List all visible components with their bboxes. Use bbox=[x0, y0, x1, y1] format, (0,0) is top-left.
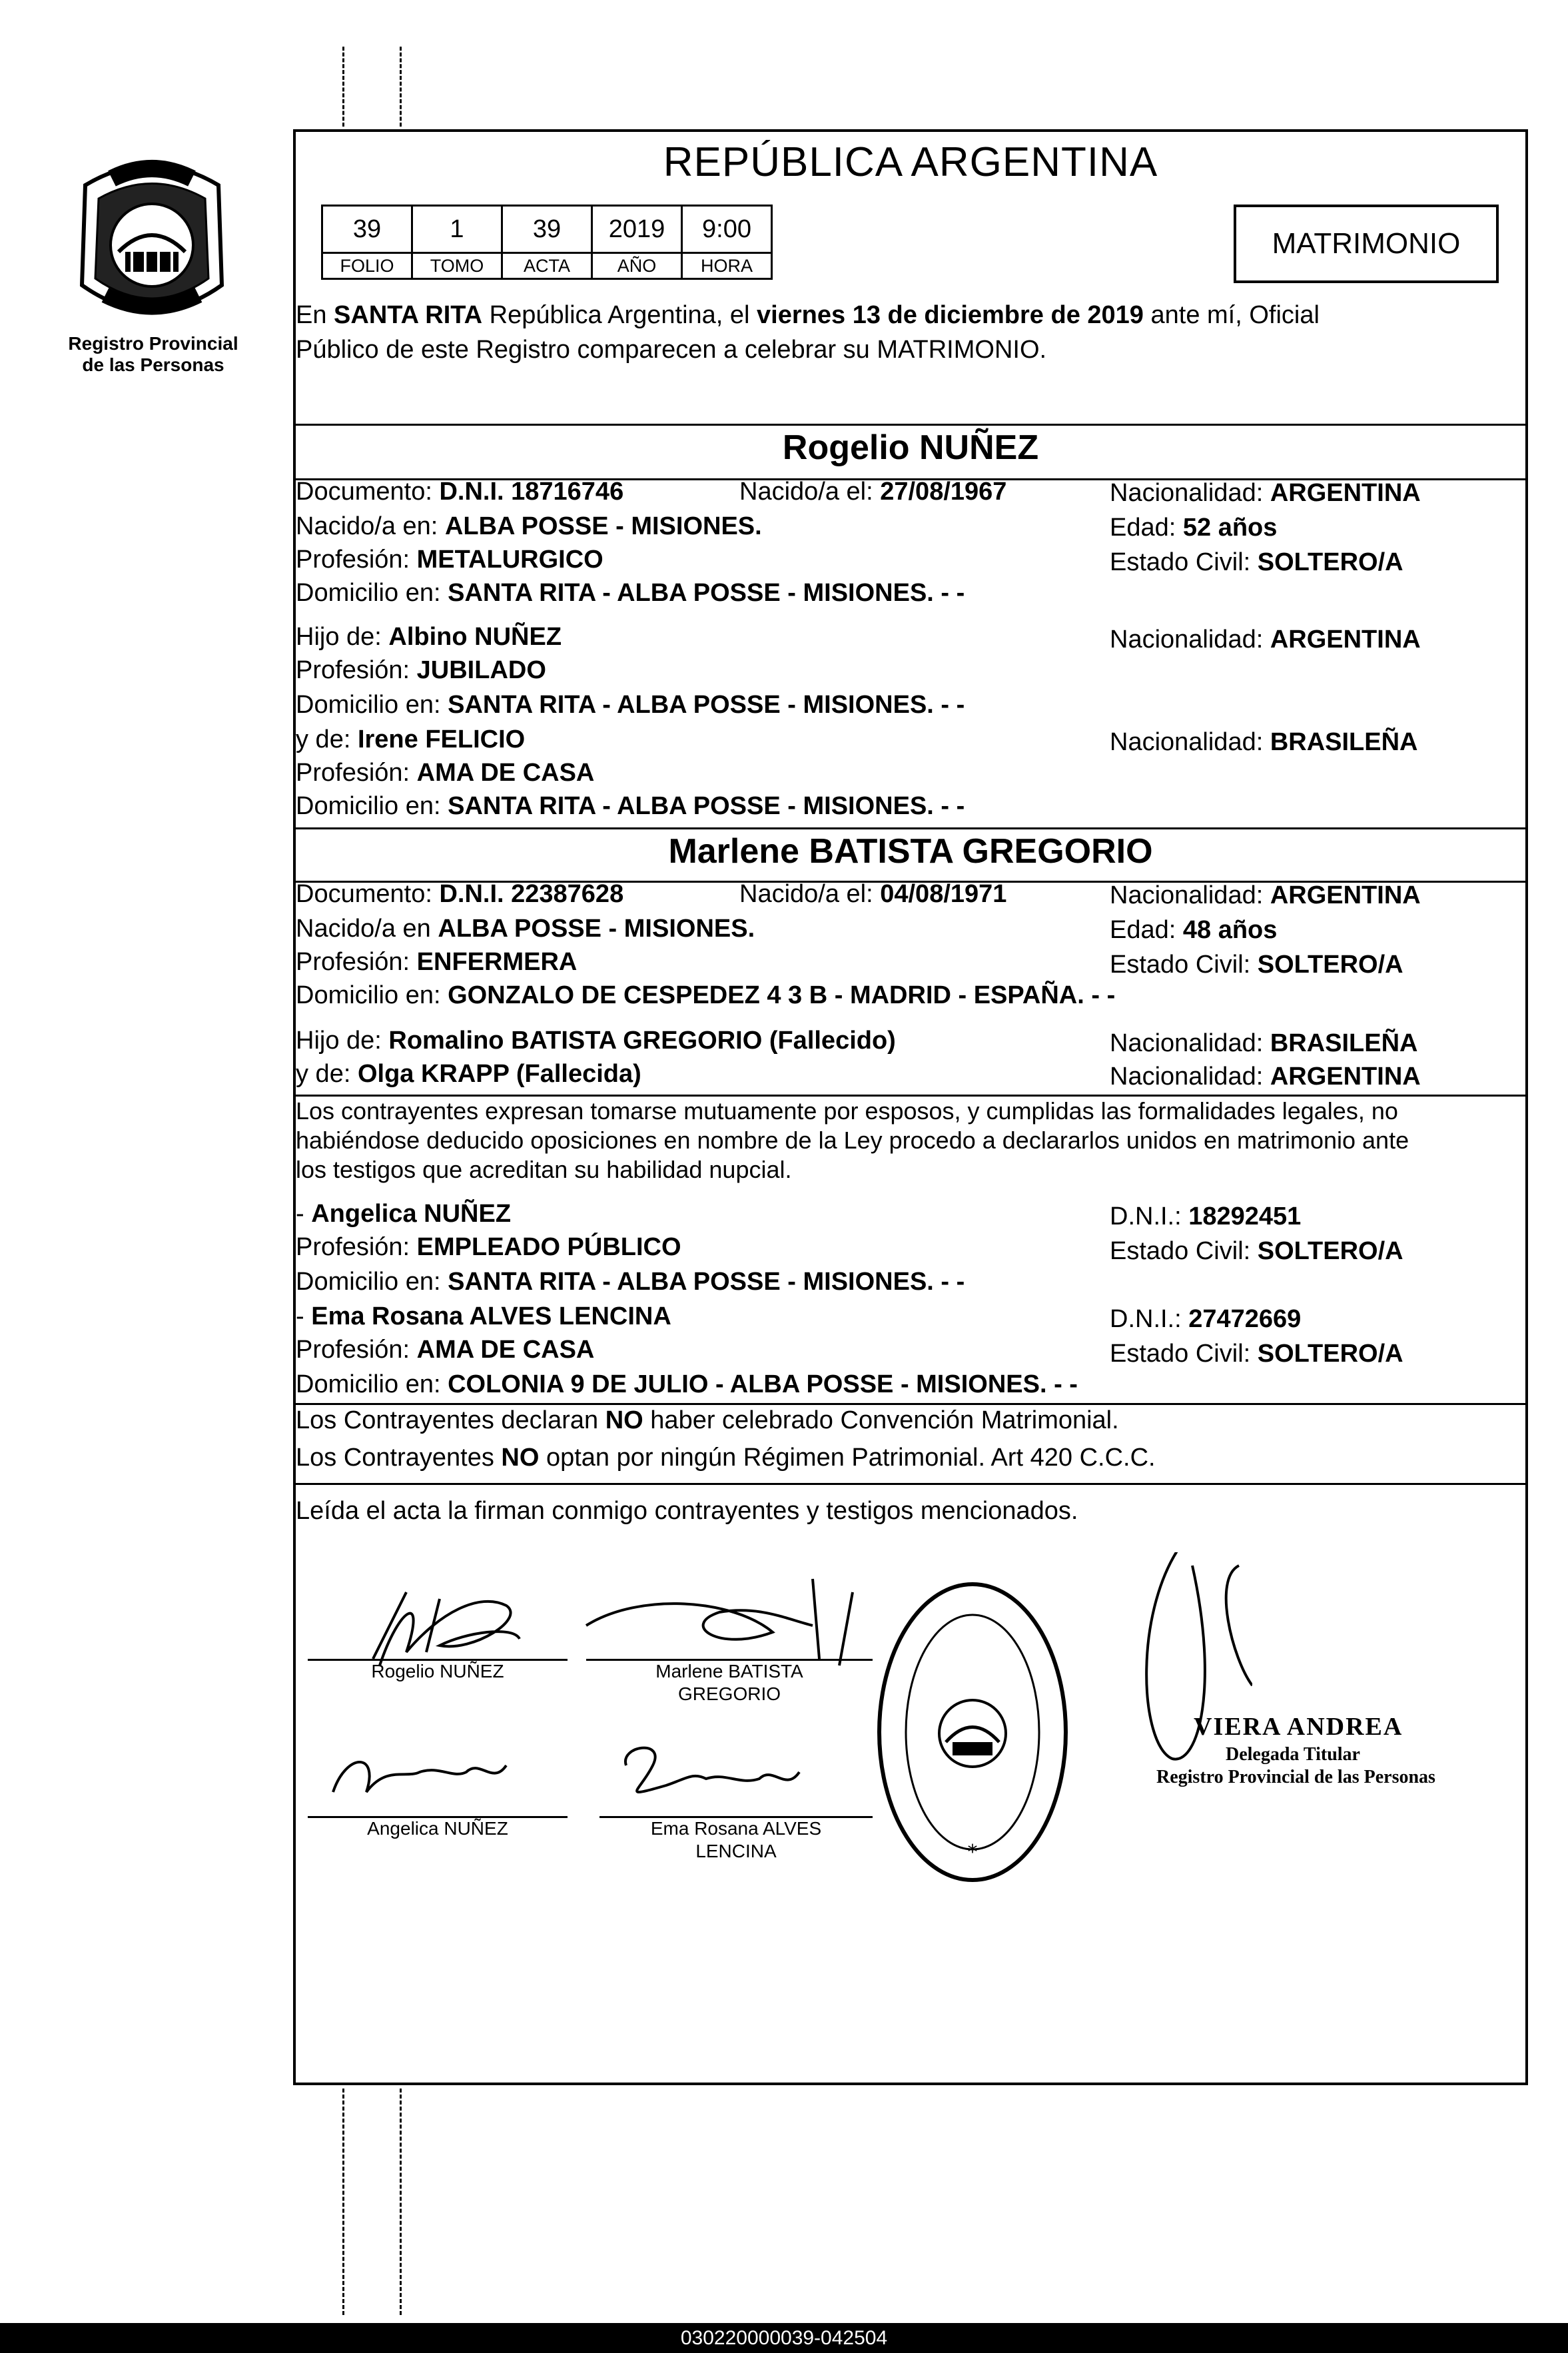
text: Los Contrayentes declaran bbox=[296, 1406, 599, 1434]
witness2-domicile bbox=[296, 1370, 1078, 1399]
label: Nacionalidad: bbox=[1110, 1029, 1264, 1057]
label: Nacionalidad: bbox=[1110, 626, 1264, 654]
value: SANTA RITA - ALBA POSSE - MISIONES. - - bbox=[448, 1268, 965, 1296]
witness1-dni bbox=[1110, 1202, 1301, 1231]
label: Edad: bbox=[1110, 916, 1176, 944]
svg-text:*: * bbox=[967, 1841, 978, 1864]
bride-born bbox=[739, 879, 1006, 909]
folio-value: 39 bbox=[322, 206, 412, 253]
intro-en: En bbox=[296, 301, 327, 329]
value: Ema Rosana ALVES LENCINA bbox=[311, 1302, 671, 1330]
official-stamp-name: VIERA ANDREA bbox=[1194, 1713, 1403, 1741]
value: EMPLEADO PÚBLICO bbox=[416, 1233, 681, 1261]
value: GONZALO DE CESPEDEZ 4 3 B - MADRID - ESPAÑA. - - bbox=[448, 981, 1116, 1009]
groom-nationality bbox=[1110, 478, 1421, 508]
groom-age bbox=[1110, 513, 1277, 542]
label: Estado Civil: bbox=[1110, 1237, 1251, 1265]
value: Romalino BATISTA GREGORIO (Fallecido) bbox=[388, 1027, 896, 1055]
prefix: - bbox=[296, 1200, 312, 1228]
label: Nacido/a el: bbox=[739, 880, 873, 908]
bride-civil-status bbox=[1110, 950, 1403, 979]
record-type-box bbox=[1234, 205, 1499, 283]
label: Estado Civil: bbox=[1110, 548, 1251, 576]
groom-born bbox=[739, 477, 1006, 506]
value: 48 años bbox=[1182, 916, 1278, 944]
value: 04/08/1971 bbox=[880, 880, 1007, 908]
footer-code: 030220000039-042504 bbox=[0, 2323, 1568, 2353]
label: Nacionalidad: bbox=[1110, 479, 1264, 507]
declaration-line1: Los contrayentes expresan tomarse mutuamente por esposos, y cumplidas las formalidades legales, no bbox=[296, 1097, 1398, 1125]
label: Edad: bbox=[1110, 514, 1176, 542]
logo-caption-line1: Registro Provincial bbox=[68, 333, 238, 354]
groom-civil-status bbox=[1110, 548, 1403, 577]
label: Domicilio en: bbox=[296, 691, 441, 719]
groom-father-profession bbox=[296, 656, 546, 685]
groom-domicile bbox=[296, 578, 965, 608]
bride-profession bbox=[296, 947, 577, 977]
groom-document bbox=[296, 477, 623, 506]
value: BRASILEÑA bbox=[1270, 728, 1418, 756]
prefix: - bbox=[296, 1302, 312, 1330]
anio-value: 2019 bbox=[592, 206, 682, 253]
signature-caption-witness2-2: LENCINA bbox=[695, 1841, 777, 1861]
label: Profesión: bbox=[296, 656, 410, 684]
intro-line1 bbox=[296, 298, 1525, 332]
bride-mother bbox=[296, 1059, 641, 1089]
value: ALBA POSSE - MISIONES. bbox=[444, 512, 762, 540]
label: Hijo de: bbox=[296, 1027, 382, 1055]
official-stamp-role: Delegada Titular bbox=[1226, 1744, 1360, 1765]
label: Profesión: bbox=[296, 1336, 410, 1364]
label: Domicilio en: bbox=[296, 981, 441, 1009]
value: AMA DE CASA bbox=[416, 1336, 595, 1364]
value: BRASILEÑA bbox=[1270, 1029, 1418, 1057]
witness1-profession bbox=[296, 1232, 681, 1262]
value: AMA DE CASA bbox=[416, 759, 595, 787]
label: Nacido/a el: bbox=[739, 478, 873, 506]
bride-father bbox=[296, 1026, 896, 1055]
label: Estado Civil: bbox=[1110, 1340, 1251, 1368]
logo-caption-line2: de las Personas bbox=[82, 354, 224, 375]
value: ARGENTINA bbox=[1270, 479, 1421, 507]
bride-mother-nationality bbox=[1110, 1062, 1421, 1091]
tomo-label: TOMO bbox=[412, 253, 502, 279]
regime-line1 bbox=[296, 1406, 1119, 1435]
scan-artifact bbox=[400, 47, 402, 127]
label: Nacionalidad: bbox=[1110, 728, 1264, 756]
label: Profesión: bbox=[296, 759, 410, 787]
reading-statement: Leída el acta la firman conmigo contrayentes y testigos mencionados. bbox=[296, 1497, 1078, 1525]
label: Nacido/a en: bbox=[296, 512, 438, 540]
groom-name: Rogelio NUÑEZ bbox=[782, 428, 1039, 467]
label: Documento: bbox=[296, 478, 432, 506]
delegation-seal bbox=[873, 1579, 1072, 1885]
witness1-domicile bbox=[296, 1267, 965, 1296]
value: Irene FELICIO bbox=[357, 725, 526, 753]
signature-caption-witness1: Angelica NUÑEZ bbox=[367, 1818, 508, 1839]
acta-label: ACTA bbox=[502, 253, 592, 279]
declaration-line3: los testigos que acreditan su habilidad nupcial. bbox=[296, 1156, 792, 1183]
label: y de: bbox=[296, 725, 351, 753]
document-title: REPÚBLICA ARGENTINA bbox=[663, 139, 1158, 185]
value: COLONIA 9 DE JULIO - ALBA POSSE - MISIONES. - - bbox=[448, 1370, 1078, 1398]
value: Albino NUÑEZ bbox=[388, 623, 562, 651]
text: Los Contrayentes bbox=[296, 1444, 494, 1472]
witness2-civil-status bbox=[1110, 1339, 1403, 1368]
divider bbox=[293, 1483, 1528, 1485]
value: METALURGICO bbox=[416, 546, 603, 574]
text: optan por ningún Régimen Patrimonial. Art 420 C.C.C. bbox=[546, 1444, 1156, 1472]
divider bbox=[293, 1403, 1528, 1405]
witness1-name bbox=[296, 1199, 511, 1228]
bride-father-nationality bbox=[1110, 1029, 1418, 1058]
value: SANTA RITA - ALBA POSSE - MISIONES. - - bbox=[448, 792, 965, 820]
value: SOLTERO/A bbox=[1257, 1340, 1403, 1368]
value: ARGENTINA bbox=[1270, 626, 1421, 654]
hora-value: 9:00 bbox=[682, 206, 772, 253]
scan-artifact bbox=[342, 47, 344, 127]
label: Profesión: bbox=[296, 546, 410, 574]
value: SANTA RITA - ALBA POSSE - MISIONES. - - bbox=[448, 691, 965, 719]
tomo-value: 1 bbox=[412, 206, 502, 253]
folio-table bbox=[321, 205, 773, 280]
label: D.N.I.: bbox=[1110, 1202, 1182, 1230]
regime-line2 bbox=[296, 1443, 1156, 1472]
divider bbox=[293, 827, 1528, 829]
label: Nacionalidad: bbox=[1110, 1063, 1264, 1091]
groom-mother-profession bbox=[296, 758, 594, 787]
hora-label: HORA bbox=[682, 253, 772, 279]
groom-profession bbox=[296, 545, 603, 574]
intro-middle: República Argentina, el bbox=[489, 301, 750, 329]
anio-label: AÑO bbox=[592, 253, 682, 279]
groom-birthplace bbox=[296, 512, 762, 541]
label: Hijo de: bbox=[296, 623, 382, 651]
text: haber celebrado Convención Matrimonial. bbox=[650, 1406, 1119, 1434]
label: Domicilio en: bbox=[296, 1370, 441, 1398]
signature-caption-bride-2: GREGORIO bbox=[677, 1683, 781, 1704]
label: Nacionalidad: bbox=[1110, 881, 1264, 909]
witness2-profession bbox=[296, 1335, 594, 1364]
value: 27472669 bbox=[1188, 1305, 1302, 1333]
groom-father bbox=[296, 622, 562, 652]
province-seal-logo bbox=[72, 152, 232, 332]
value: ARGENTINA bbox=[1270, 1063, 1421, 1091]
signature-caption-bride-1: Marlene BATISTA bbox=[655, 1661, 803, 1681]
value: Olga KRAPP (Fallecida) bbox=[357, 1060, 641, 1088]
declaration-line2: habiéndose deducido oposiciones en nombre de la Ley procedo a declararlos unidos en matrimonio ante bbox=[296, 1127, 1409, 1154]
bride-domicile bbox=[296, 981, 1115, 1010]
bride-nationality bbox=[1110, 881, 1421, 910]
witness2-name bbox=[296, 1302, 671, 1331]
divider bbox=[293, 424, 1528, 426]
intro-tail: ante mí, Oficial bbox=[1150, 301, 1320, 329]
acta-value: 39 bbox=[502, 206, 592, 253]
label: Domicilio en: bbox=[296, 792, 441, 820]
official-stamp-org: Registro Provincial de las Personas bbox=[1156, 1767, 1435, 1787]
label: D.N.I.: bbox=[1110, 1305, 1182, 1333]
bride-age bbox=[1110, 915, 1277, 945]
bride-birthplace bbox=[296, 914, 755, 943]
folio-label: FOLIO bbox=[322, 253, 412, 279]
groom-father-nationality bbox=[1110, 625, 1421, 654]
bride-document bbox=[296, 879, 623, 909]
emphasis: NO bbox=[605, 1406, 643, 1434]
label: Domicilio en: bbox=[296, 579, 441, 607]
label: Domicilio en: bbox=[296, 1268, 441, 1296]
label: Nacido/a en bbox=[296, 915, 431, 943]
witness2-dni bbox=[1110, 1304, 1301, 1334]
intro-line2: Público de este Registro comparecen a celebrar su MATRIMONIO. bbox=[296, 336, 1047, 364]
value: 18292451 bbox=[1188, 1202, 1302, 1230]
value: JUBILADO bbox=[416, 656, 546, 684]
groom-father-domicile bbox=[296, 690, 965, 719]
scan-artifact bbox=[342, 2089, 344, 2315]
value: SOLTERO/A bbox=[1257, 951, 1403, 979]
groom-mother-nationality bbox=[1110, 727, 1418, 757]
value: 27/08/1967 bbox=[880, 478, 1007, 506]
value: ENFERMERA bbox=[416, 948, 578, 976]
scan-artifact bbox=[400, 2089, 402, 2315]
value: ALBA POSSE - MISIONES. bbox=[438, 915, 755, 943]
label: Documento: bbox=[296, 880, 432, 908]
value: D.N.I. 18716746 bbox=[439, 478, 624, 506]
groom-mother bbox=[296, 725, 525, 754]
value: SANTA RITA - ALBA POSSE - MISIONES. - - bbox=[448, 579, 965, 607]
value: SOLTERO/A bbox=[1257, 548, 1403, 576]
label: Profesión: bbox=[296, 1233, 410, 1261]
groom-mother-domicile bbox=[296, 791, 965, 821]
value: ARGENTINA bbox=[1270, 881, 1421, 909]
value: 52 años bbox=[1182, 514, 1278, 542]
label: Estado Civil: bbox=[1110, 951, 1251, 979]
record-type: MATRIMONIO bbox=[1272, 227, 1461, 260]
emphasis: NO bbox=[501, 1444, 540, 1472]
bride-name: Marlene BATISTA GREGORIO bbox=[668, 832, 1153, 871]
label: Profesión: bbox=[296, 948, 410, 976]
label: y de: bbox=[296, 1060, 351, 1088]
value: SOLTERO/A bbox=[1257, 1237, 1403, 1265]
witness1-civil-status bbox=[1110, 1236, 1403, 1266]
intro-place: SANTA RITA bbox=[334, 301, 483, 329]
signature-caption-groom: Rogelio NUÑEZ bbox=[371, 1661, 504, 1681]
value: D.N.I. 22387628 bbox=[439, 880, 624, 908]
value: Angelica NUÑEZ bbox=[311, 1200, 512, 1228]
intro-date: viernes 13 de diciembre de 2019 bbox=[757, 301, 1144, 329]
signature-caption-witness2-1: Ema Rosana ALVES bbox=[650, 1818, 822, 1839]
